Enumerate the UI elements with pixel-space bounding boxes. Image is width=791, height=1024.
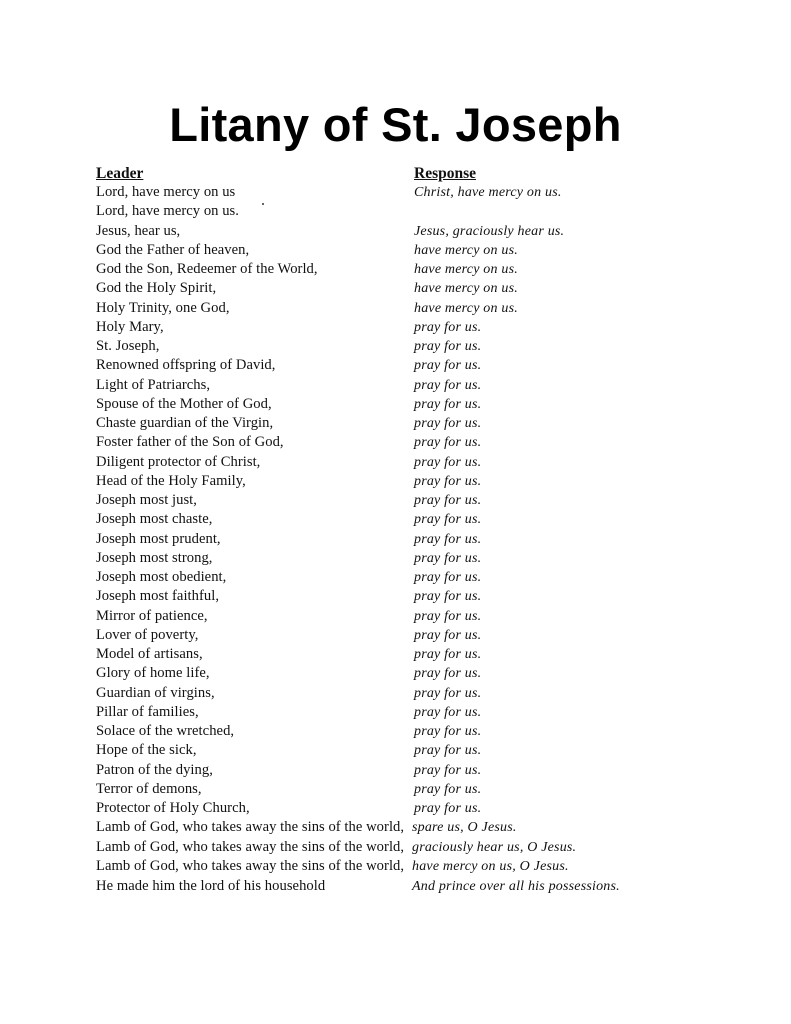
litany-row bbox=[0, 491, 791, 510]
leader-column-header: Leader bbox=[96, 165, 144, 182]
litany-row bbox=[0, 838, 791, 857]
litany-row bbox=[0, 684, 791, 703]
leader-line: Foster father of the Son of God, bbox=[96, 434, 284, 451]
response-line: pray for us. bbox=[414, 781, 482, 797]
response-line: pray for us. bbox=[414, 724, 482, 739]
leader-line: Jesus, hear us, bbox=[96, 222, 181, 239]
litany-row bbox=[0, 453, 791, 472]
litany-row bbox=[0, 587, 791, 606]
response-line: And prince over all his possessions. bbox=[412, 878, 620, 894]
response-line: have mercy on us. bbox=[414, 262, 518, 277]
response-line: pray for us. bbox=[414, 743, 482, 759]
leader-line: Joseph most chaste, bbox=[96, 511, 213, 528]
response-line: pray for us. bbox=[414, 647, 482, 662]
litany-row bbox=[0, 741, 791, 760]
response-line: pray for us. bbox=[414, 339, 482, 354]
response-line: pray for us. bbox=[414, 627, 482, 643]
response-line: pray for us. bbox=[414, 454, 482, 470]
leader-line: Patron of the dying, bbox=[96, 761, 213, 778]
litany-row bbox=[0, 395, 791, 414]
leader-line: Joseph most faithful, bbox=[96, 588, 220, 605]
leader-line: God the Father of heaven, bbox=[96, 241, 250, 258]
litany-row bbox=[0, 607, 791, 626]
response-line: pray for us. bbox=[414, 608, 482, 624]
response-line: pray for us. bbox=[414, 531, 482, 547]
litany-row bbox=[0, 202, 791, 221]
leader-line: Lover of poverty, bbox=[96, 626, 199, 643]
litany-row bbox=[0, 703, 791, 722]
litany-row bbox=[0, 318, 791, 337]
leader-line: Glory of home life, bbox=[96, 665, 210, 682]
leader-line: St. Joseph, bbox=[96, 338, 160, 354]
leader-line: Lamb of God, who takes away the sins of the world, bbox=[96, 838, 405, 855]
leader-line: Holy Mary, bbox=[96, 318, 164, 335]
page-title: Litany of St. Joseph bbox=[169, 98, 622, 151]
response-line: pray for us. bbox=[414, 570, 482, 585]
leader-line: Joseph most prudent, bbox=[96, 530, 221, 547]
response-line: have mercy on us. bbox=[414, 300, 518, 316]
leader-line: Lord, have mercy on us bbox=[96, 184, 236, 200]
litany-row bbox=[0, 414, 791, 433]
litany-row bbox=[0, 568, 791, 587]
response-line: pray for us. bbox=[414, 493, 482, 508]
leader-line: Joseph most just, bbox=[96, 492, 197, 508]
response-line: have mercy on us. bbox=[414, 242, 518, 258]
litany-row bbox=[0, 510, 791, 529]
leader-line: Light of Patriarchs, bbox=[96, 376, 211, 393]
leader-line: Protector of Holy Church, bbox=[96, 800, 250, 816]
litany-row bbox=[0, 183, 791, 202]
response-line: pray for us. bbox=[414, 435, 482, 451]
leader-line: He made him the lord of his household bbox=[96, 877, 326, 894]
litany-row bbox=[0, 818, 791, 837]
leader-line: Terror of demons, bbox=[96, 780, 202, 797]
litany-row bbox=[0, 472, 791, 491]
litany-row bbox=[0, 645, 791, 664]
leader-line: Model of artisans, bbox=[96, 646, 203, 662]
leader-line: Hope of the sick, bbox=[96, 742, 197, 759]
leader-line: Lamb of God, who takes away the sins of the world, bbox=[96, 857, 405, 874]
leader-line: Lord, have mercy on us. bbox=[96, 203, 239, 220]
litany-row bbox=[0, 279, 791, 298]
response-line: have mercy on us. bbox=[414, 281, 518, 297]
litany-row bbox=[0, 241, 791, 260]
response-column-header: Response bbox=[414, 165, 477, 182]
leader-line: Renowned offspring of David, bbox=[96, 357, 276, 374]
leader-line: Head of the Holy Family, bbox=[96, 472, 246, 489]
leader-line: Chaste guardian of the Virgin, bbox=[96, 415, 274, 431]
litany-row bbox=[0, 857, 791, 877]
litany-row bbox=[0, 780, 791, 799]
litany-row bbox=[0, 337, 791, 356]
response-line: pray for us. bbox=[414, 666, 482, 682]
response-line: pray for us. bbox=[414, 801, 482, 816]
leader-line: Diligent protector of Christ, bbox=[96, 453, 261, 470]
leader-line: God the Holy Spirit, bbox=[96, 280, 217, 297]
response-line: Christ, have mercy on us. bbox=[414, 185, 562, 200]
response-line: pray for us. bbox=[414, 473, 482, 489]
response-line: spare us, O Jesus. bbox=[412, 820, 517, 836]
response-line: pray for us. bbox=[414, 550, 482, 566]
litany-row bbox=[0, 626, 791, 645]
litany-list bbox=[0, 183, 791, 896]
litany-row bbox=[0, 260, 791, 279]
response-line: pray for us. bbox=[414, 589, 482, 605]
response-line: pray for us. bbox=[414, 377, 482, 393]
leader-line: God the Son, Redeemer of the World, bbox=[96, 261, 318, 277]
response-line: pray for us. bbox=[414, 762, 482, 778]
litany-row bbox=[0, 376, 791, 395]
response-line: Jesus, graciously hear us. bbox=[414, 223, 565, 239]
litany-row bbox=[0, 530, 791, 549]
litany-row bbox=[0, 433, 791, 452]
leader-line: Joseph most strong, bbox=[96, 549, 213, 566]
leader-line: Joseph most obedient, bbox=[96, 569, 227, 585]
litany-row bbox=[0, 356, 791, 375]
scan-speck bbox=[262, 203, 264, 205]
leader-line: Holy Trinity, one God, bbox=[96, 299, 230, 316]
response-line: have mercy on us, O Jesus. bbox=[412, 858, 569, 874]
litany-row bbox=[0, 299, 791, 318]
leader-line: Guardian of virgins, bbox=[96, 684, 215, 701]
litany-row bbox=[0, 722, 791, 741]
response-line: pray for us. bbox=[414, 512, 482, 528]
litany-row bbox=[0, 222, 791, 241]
response-line: pray for us. bbox=[414, 704, 482, 720]
litany-row bbox=[0, 799, 791, 818]
response-line: pray for us. bbox=[414, 396, 482, 412]
litany-row bbox=[0, 664, 791, 683]
response-line: pray for us. bbox=[414, 416, 482, 431]
leader-line: Solace of the wretched, bbox=[96, 723, 235, 739]
response-line: pray for us. bbox=[414, 685, 482, 701]
litany-row bbox=[0, 549, 791, 568]
litany-row bbox=[0, 877, 791, 896]
leader-line: Lamb of God, who takes away the sins of the world, bbox=[96, 819, 405, 836]
response-line: pray for us. bbox=[414, 358, 482, 374]
litany-row bbox=[0, 761, 791, 780]
response-line: pray for us. bbox=[414, 319, 482, 335]
leader-line: Spouse of the Mother of God, bbox=[96, 395, 272, 412]
leader-line: Pillar of families, bbox=[96, 703, 199, 720]
response-line: graciously hear us, O Jesus. bbox=[412, 839, 577, 855]
leader-line: Mirror of patience, bbox=[96, 607, 208, 624]
